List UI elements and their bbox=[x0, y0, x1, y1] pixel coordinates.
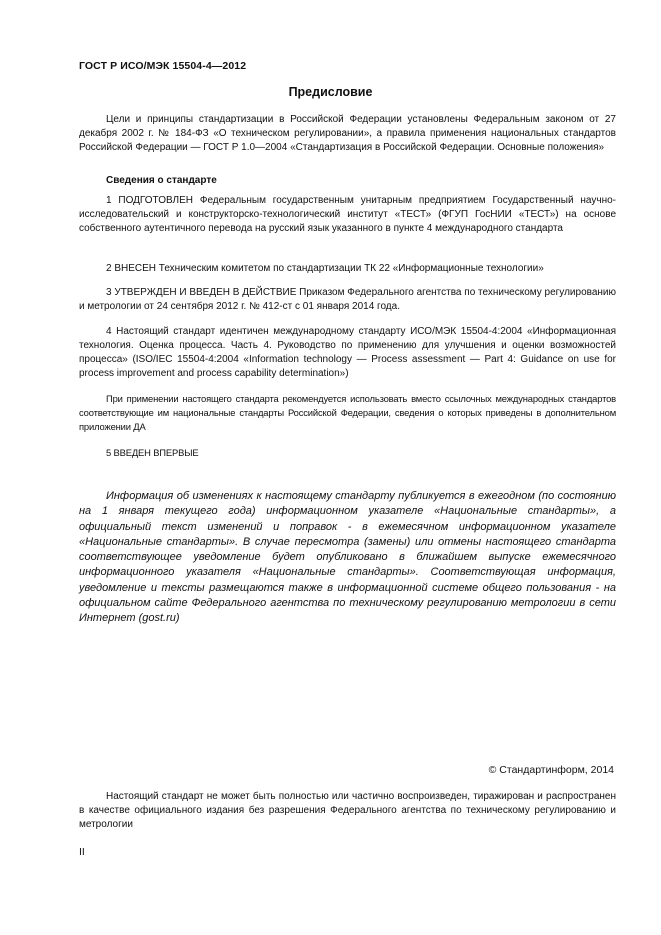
item-3-text: Приказом Федерального агентства по техническому регулированию и метрологии от 24 сентября 2012 г. № 412-ст с 01 января 2014 года. bbox=[79, 287, 616, 312]
intro-paragraph: Цели и принципы стандартизации в Российской Федерации установлены Федеральным законом от 27 декабря 2002 г. № 184-ФЗ «О техническом регулировании», а правила применения национальных стандартов Российской Федерации — ГОСТ Р 1.0—2004 «Стандартизация в Российской Федерации. Основные положения» bbox=[79, 114, 616, 153]
item-2-text: Техническим комитетом по стандартизации ТК 22 «Информационные технологии» bbox=[156, 263, 544, 274]
copyright-notice: © Стандартинформ, 2014 bbox=[488, 764, 614, 776]
item-1-lead: 1 ПОДГОТОВЛЕН bbox=[106, 195, 194, 206]
reproduction-notice: Настоящий стандарт не может быть полностью или частично воспроизведен, тиражирован и распространен в качестве официального издания без разрешения Федерального агентства по техническому регулированию и метрологии bbox=[79, 791, 616, 830]
reference-note: При применении настоящего стандарта рекомендуется использовать вместо ссылочных международных стандартов соответствующие им национальные стандарты Российской Федерации, сведения о которых приведены в дополнительном приложении ДА bbox=[79, 393, 616, 432]
page-number: II bbox=[79, 846, 85, 858]
item-1-paragraph bbox=[79, 194, 616, 236]
item-3-lead: 3 УТВЕРЖДЕН И ВВЕДЕН В ДЕЙСТВИЕ bbox=[106, 287, 297, 298]
item-4-paragraph bbox=[79, 325, 616, 381]
item-1-text: Федеральным государственным унитарным предприятием Государственный научно-исследовательский и конструкторско-технологический институт «ТЕСТ» (ФГУП ГосНИИ «ТЕСТ») на основе собственного аутентичного перевода на русский язык указанного в пункте 4 международного стандарта bbox=[79, 195, 616, 234]
info-changes-paragraph: Информация об изменениях к настоящему стандарту публикуется в ежегодном (по состоянию на 1 января текущего года) информационном указателе «Национальные стандарты», а официальный текст изменений и поправок - в ежемесячном информационном указателе «Национальные стандарты». В случае пересмотра (замены) или отмены настоящего стандарта соответствующее уведомление будет опубликовано в ближайшем выпуске ежемесячного информационного указателя «Национальные стандарты». Соответствующая информация, уведомление и тексты размещаются также в информационной системе общего пользования - на официальном сайте Федерального агентства по техническому регулированию метрологии в сети Интернет (gost.ru) bbox=[79, 490, 616, 625]
info-heading: Сведения о стандарте bbox=[106, 175, 217, 186]
item-2-paragraph bbox=[79, 262, 616, 276]
item-3-paragraph bbox=[79, 286, 616, 314]
document-code-header: ГОСТ Р ИСО/МЭК 15504-4—2012 bbox=[79, 60, 247, 72]
item-5-paragraph: 5 ВВЕДЕН ВПЕРВЫЕ bbox=[106, 447, 199, 458]
item-4-lead: 4 bbox=[106, 326, 112, 337]
item-4-text: Настоящий стандарт идентичен международному стандарту ИСО/МЭК 15504-4:2004 «Информационная технология. Оценка процесса. Часть 4. Руководство по применению для улучшения и оценки возможностей процесса» (ISO/IEC 15504-4:2004 «Information technology — Process assessment — Part 4: Guidance on use for process improvement and process capability determination») bbox=[79, 326, 616, 379]
item-2-lead: 2 ВНЕСЕН bbox=[106, 263, 157, 274]
page-title: Предисловие bbox=[288, 85, 373, 99]
